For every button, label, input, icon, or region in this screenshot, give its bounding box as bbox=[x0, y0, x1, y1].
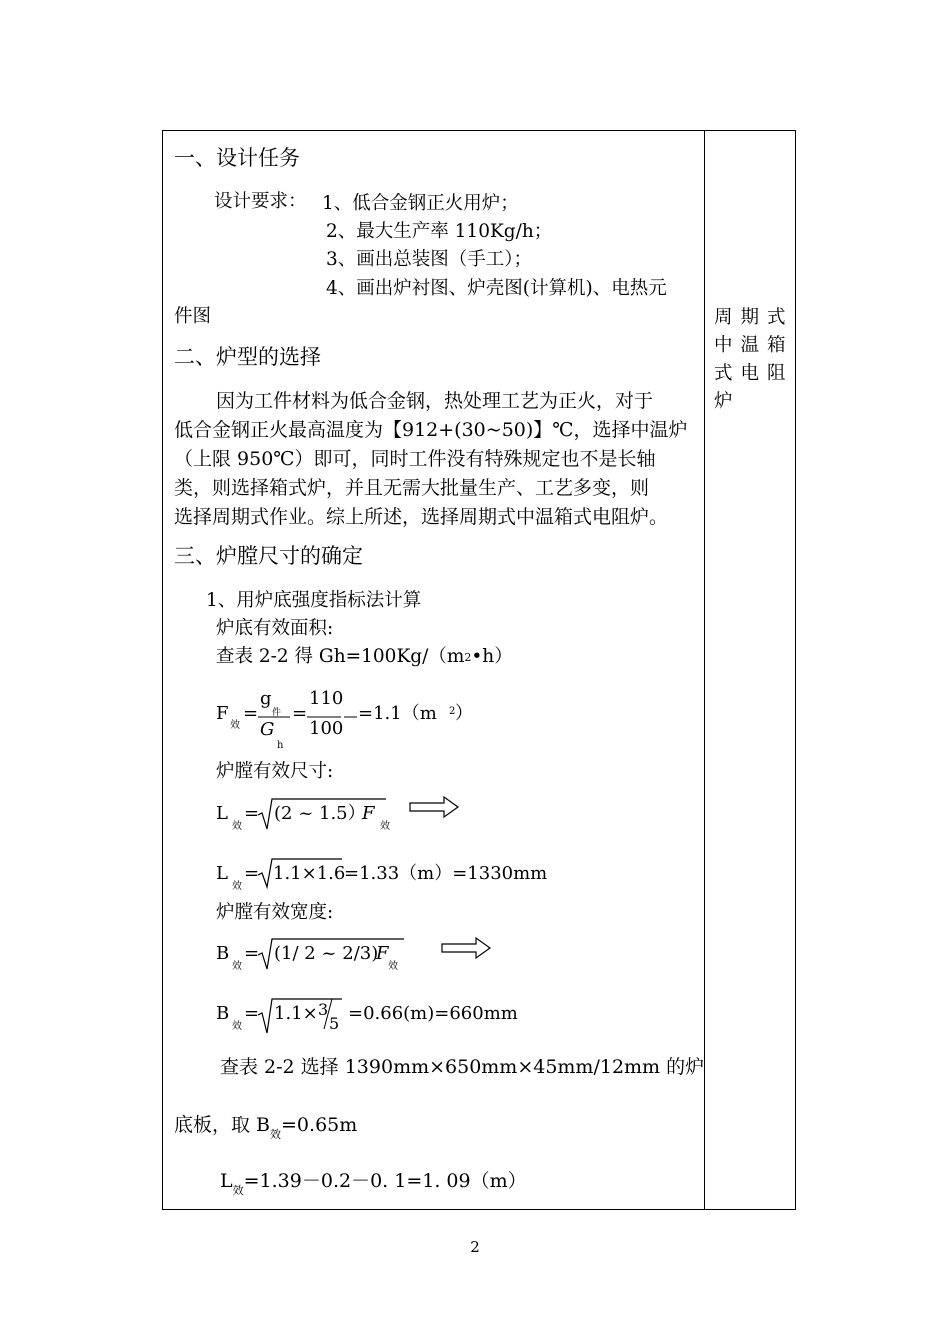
formula-width-range bbox=[214, 935, 514, 980]
section3-title: 三、炉膛尺寸的确定 bbox=[174, 544, 363, 568]
f-den-G: G bbox=[260, 719, 275, 740]
svg-text:效: 效 bbox=[388, 961, 398, 972]
svg-text:F: F bbox=[376, 943, 389, 964]
paragraph-line-3: （上限 950℃）即可，同时工件没有特殊规定也不是长轴 bbox=[174, 448, 656, 470]
f-eff-sub: 效 bbox=[230, 720, 240, 731]
requirement-4: 4、画出炉衬图、炉壳图(计算机)、电热元 bbox=[326, 278, 667, 299]
column-divider bbox=[704, 130, 705, 1210]
svg-text:B: B bbox=[216, 943, 230, 964]
svg-text:效: 效 bbox=[232, 821, 242, 832]
requirement-4-cont: 件图 bbox=[174, 306, 212, 327]
f-num-g: g bbox=[260, 688, 272, 709]
requirement-1: 1、低合金钢正火用炉； bbox=[322, 193, 519, 214]
svg-text:效: 效 bbox=[380, 821, 390, 832]
select-line: 查表 2-2 选择 1390mm×650mm×45mm/12mm 的炉 bbox=[220, 1056, 705, 1078]
lookup-line: 查表 2-2 得 Gh=100Kg/（m2•h） bbox=[216, 646, 513, 667]
l2-result: =1.33（m）=1330mm bbox=[344, 863, 548, 884]
b2-radicand: 1.1× bbox=[274, 1003, 318, 1024]
arrow-icon bbox=[410, 797, 458, 817]
requirement-2: 2、最大生产率 110Kg/h； bbox=[326, 221, 553, 242]
f-result-sup: 2 bbox=[449, 706, 456, 717]
svg-text:=: = bbox=[292, 703, 308, 724]
size-label: 炉膛有效尺寸: bbox=[216, 761, 334, 782]
sidebar-line-1: 周期式 bbox=[714, 307, 794, 328]
formula-area bbox=[214, 684, 474, 754]
requirement-3: 3、画出总装图（手工）； bbox=[326, 249, 533, 270]
svg-text:B: B bbox=[216, 1003, 230, 1024]
paragraph-line-5: 选择周期式作业。综上所述，选择周期式中温箱式电阻炉。 bbox=[174, 506, 669, 528]
svg-text:L: L bbox=[216, 863, 228, 884]
paragraph-line-1: 因为工件材料为低合金钢，热处理工艺为正火，对于 bbox=[216, 390, 654, 412]
final-line: $L_效=1.39-0.2-0$. 1=1. 09（m） bbox=[220, 1170, 527, 1197]
svg-text:L: L bbox=[216, 803, 228, 824]
f-num-sub: 件 bbox=[272, 708, 282, 718]
sidebar-line-2: 中温箱 bbox=[714, 335, 794, 356]
svg-text:=: = bbox=[244, 943, 260, 964]
formula-width-value bbox=[214, 995, 554, 1040]
sidebar-line-4: 炉 bbox=[714, 391, 741, 412]
page-number: 2 bbox=[470, 1238, 480, 1256]
requirement-label: 设计要求： bbox=[214, 191, 307, 212]
svg-text:F: F bbox=[362, 803, 375, 824]
f-result: =1.1（m bbox=[358, 703, 437, 724]
step-1: 1、用炉底强度指标法计算 bbox=[206, 590, 422, 611]
f-lhs: F bbox=[216, 703, 229, 724]
f-den-sub: h bbox=[277, 740, 284, 751]
arrow-icon bbox=[442, 938, 490, 958]
svg-text:效: 效 bbox=[232, 1021, 242, 1032]
paragraph-line-2: 低合金钢正火最高温度为【912+(30~50)】℃，选择中温炉 bbox=[174, 419, 688, 441]
f-num2: 110 bbox=[309, 688, 344, 709]
svg-text:效: 效 bbox=[232, 881, 242, 892]
svg-text:效: 效 bbox=[232, 961, 242, 972]
b2-result: =0.66(m)=660mm bbox=[348, 1003, 518, 1024]
paragraph-line-4: 类，则选择箱式炉，并且无需大批量生产、工艺多变，则 bbox=[174, 477, 650, 499]
svg-text:=: = bbox=[243, 703, 259, 724]
sidebar-line-3: 式电阻 bbox=[714, 363, 794, 384]
section2-title: 二、炉型的选择 bbox=[174, 345, 321, 369]
section1-title: 一、设计任务 bbox=[174, 146, 300, 170]
area-label: 炉底有效面积: bbox=[216, 618, 334, 639]
width-label: 炉膛有效宽度: bbox=[216, 902, 334, 923]
svg-text:=: = bbox=[244, 1003, 260, 1024]
svg-text:5: 5 bbox=[329, 1014, 340, 1033]
svg-text:=: = bbox=[244, 863, 260, 884]
l-formula: (2 ~ 1.5） bbox=[274, 803, 366, 824]
plate-line: 底板，取 $B_效=0.65m$ bbox=[174, 1114, 358, 1141]
svg-text:）: ） bbox=[455, 703, 473, 724]
f-den2: 100 bbox=[309, 718, 344, 739]
b-formula: (1/ 2 ~ 2/3) bbox=[274, 943, 379, 964]
formula-length-value bbox=[214, 855, 554, 895]
l2-radicand: 1.1×1.6 bbox=[273, 863, 346, 884]
svg-text:3: 3 bbox=[318, 1000, 329, 1019]
svg-text:=: = bbox=[244, 803, 260, 824]
formula-length-range bbox=[214, 795, 474, 840]
